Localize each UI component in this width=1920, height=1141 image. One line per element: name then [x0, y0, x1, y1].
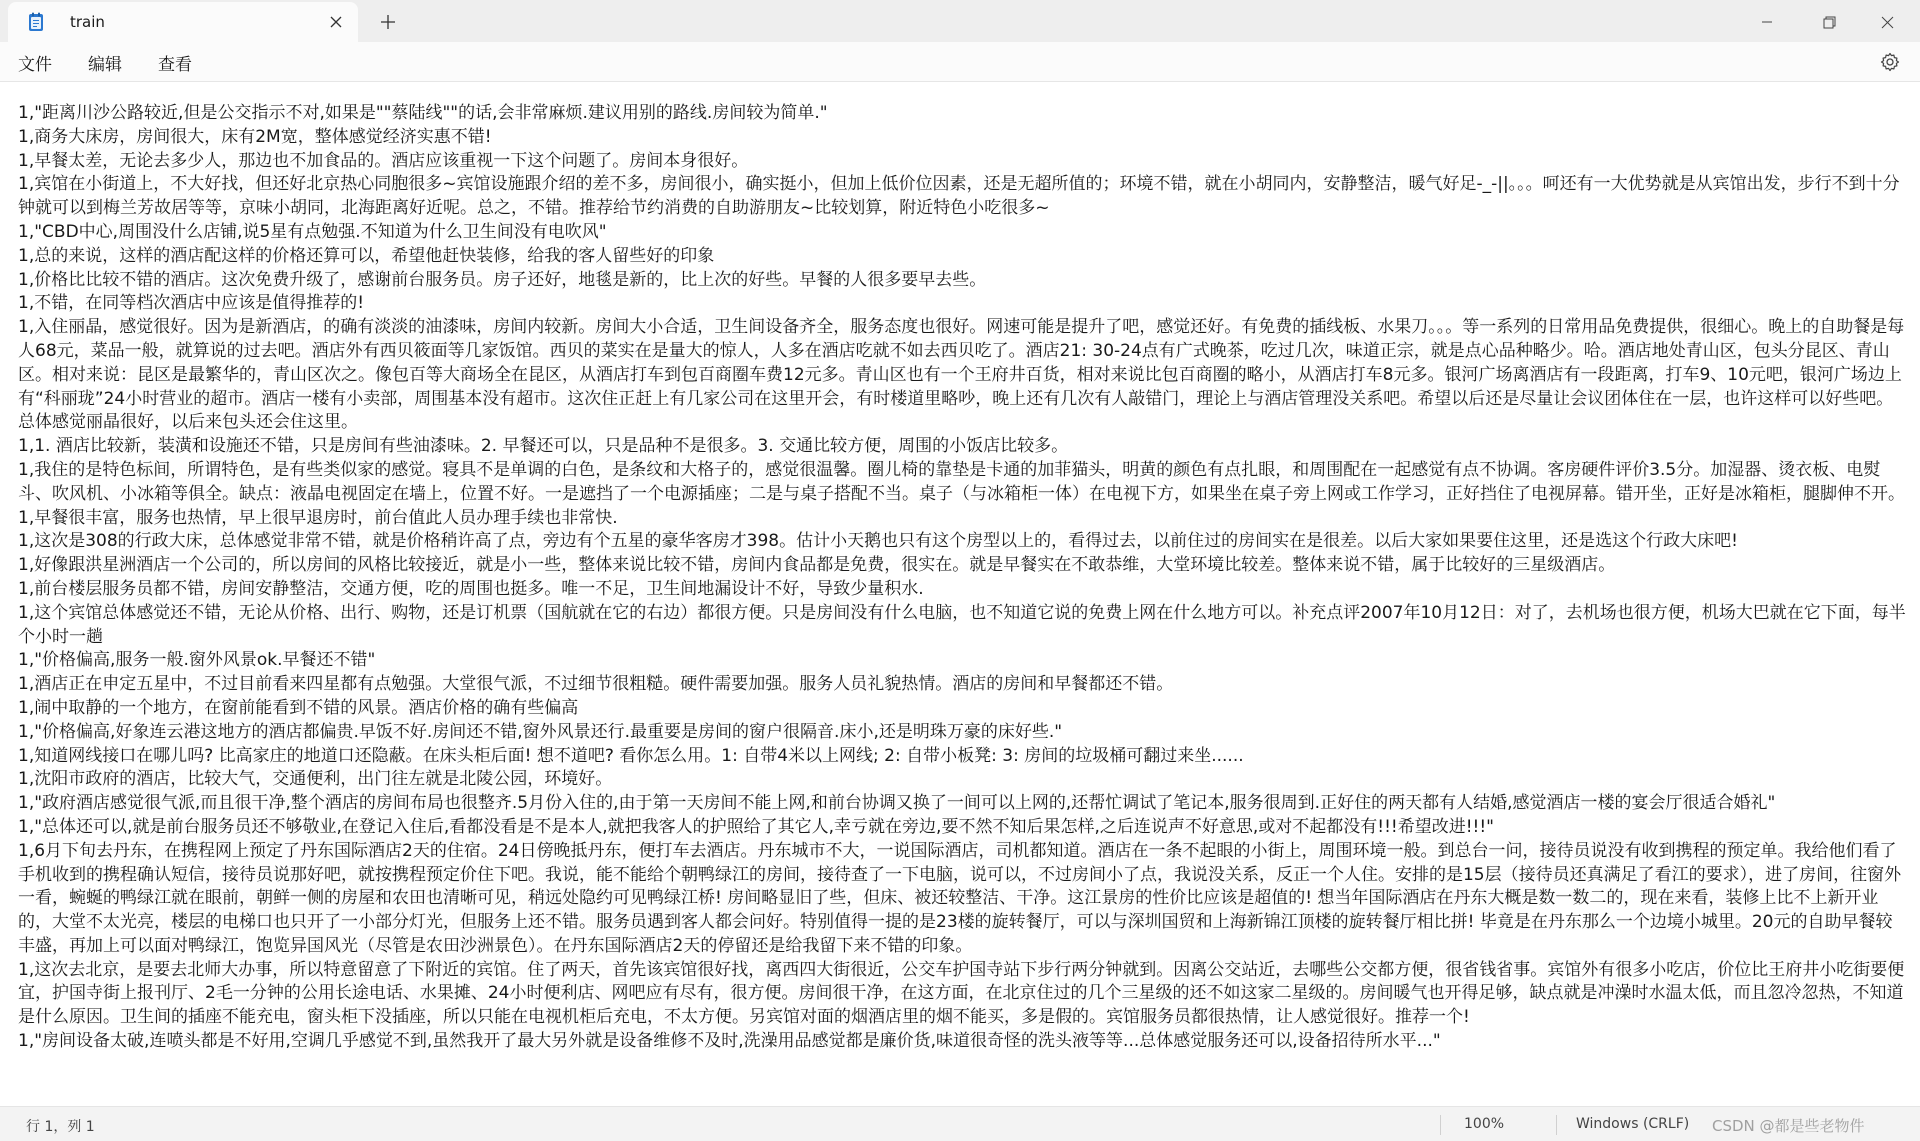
status-bar [0, 1106, 1920, 1141]
gear-icon[interactable] [1878, 50, 1902, 74]
text-line[interactable]: 1,这次是308的行政大床，总体感觉非常不错，就是价格稍许高了点，旁边有个五星的豪华客房才398。估计小天鹅也只有这个房型以上的，看得过去，以前住过的房间实在是很差。以后大家如果要住这里，还是选这个行政大床吧! [18, 531, 1738, 552]
menu-file[interactable]: 文件 [18, 55, 52, 75]
text-line[interactable]: 1,好像跟洪星洲酒店一个公司的，所以房间的风格比较接近，就是小一些，整体来说比较不错，房间内食品都是免费，很实在。就是早餐实在不敢恭维，大堂环境比较差。整体来说不错，属于比较好的三星级酒店。 [18, 555, 1616, 576]
text-line[interactable]: 1,入住丽晶，感觉很好。因为是新酒店，的确有淡淡的油漆味，房间内较新。房间大小合适，卫生间设备齐全，服务态度也很好。网速可能是提升了吧，感觉还好。有免费的插线板、水果刀。。。等一系列的日常用品免费提供，很细心。晚上的自助餐是每人68元，菜品一般，就算说的过去吧。酒店外有西贝筱面等几家饭馆。西贝的菜实在是量大的惊人，人多在酒店吃就不如去西贝吃了。酒店21: 30-24点有广式晚茶，吃过几次，味道正宗，就是点心品种略少。哈。酒店地处青山区，包头分昆区、青山区。相对来说：昆区是最繁华的，青山区次之。像包百等大商场全在昆区，从酒店打车到包百商圈车费12元多。青山区也有一个王府井百货，相对来说比包百商圈的略小，从酒店打车8元多。银河广场离酒店有一段距离，打车9、10元吧，银河广场边上有“科丽珑”24小时营业的超市。酒店一楼有小卖部，周围基本没有超市。这次住正赶上有几家公司在这里开会，有时楼道里略吵，晚上还有几次有人敲错门，理论上与酒店管理没关系吧。希望以后还是尽量让会议团体住在一层，也许这样可以好些吧。总体感觉丽晶很好，以后来包头还会住这里。 [18, 317, 1905, 433]
zoom-level: 100% [1464, 1116, 1505, 1132]
text-line[interactable]: 1,"距离川沙公路较近,但是公交指示不对,如果是""蔡陆线""的话,会非常麻烦.建议用别的路线.房间较为简单." [18, 103, 828, 123]
text-line[interactable]: 1,这次去北京，是要去北师大办事，所以特意留意了下附近的宾馆。住了两天，首先该宾馆很好找，离西四大街很近，公交车护国寺站下步行两分钟就到。因离公交站近，去哪些公交都方便，很省钱省事。宾馆外有很多小吃店，价位比王府井小吃街要便宜，护国寺街上报刊厅、2毛一分钟的公用长途电话、水果摊、24小时便利店、网吧应有尽有，很方便。房间很干净，在这方面，在北京住过的几个三星级的还不如这家二星级的。房间暖气也开得足够，缺点就是冲澡时水温太低，而且忽冷忽热，不知道是什么原因。卫生间的插座不能充电，窗头柜下没插座，所以只能在电视机柜后充电，不太方便。另宾馆对面的烟酒店里的烟不能买，多是假的。宾馆服务员都很热情，让人感觉很好。推荐一个! [18, 959, 1905, 1028]
text-line[interactable]: 1,前台楼层服务员都不错，房间安静整洁，交通方便，吃的周围也挺多。唯一不足，卫生间地漏设计不好，导致少量积水. [18, 578, 924, 599]
minimize-icon[interactable] [1744, 6, 1790, 38]
tab-title: train [70, 13, 105, 31]
watermark: CSDN @都是些老物件 [1712, 1117, 1865, 1135]
text-line[interactable]: 1,不错，在同等档次酒店中应该是值得推荐的! [18, 293, 365, 314]
text-line[interactable]: 1,知道网线接口在哪儿吗? 比高家庄的地道口还隐蔽。在床头柜后面! 想不道吧? 看你怎么用。1: 自带4米以上网线; 2: 自带小板凳: 3: 房间的垃圾桶可翻过来坐...... [18, 745, 1244, 766]
text-line[interactable]: 1,总的来说，这样的酒店配这样的价格还算可以，希望他赶快装修，给我的客人留些好的印象 [18, 245, 715, 266]
text-line[interactable]: 1,早餐太差，无论去多少人，那边也不加食品的。酒店应该重视一下这个问题了。房间本身很好。 [18, 150, 749, 171]
text-line[interactable]: 1,这个宾馆总体感觉还不错，无论从价格、出行、购物，还是订机票（国航就在它的右边）都很方便。只是房间没有什么电脑，也不知道它说的免费上网在什么地方可以。补充点评2007年10月12日：对了，去机场也很方便，机场大巴就在它下面，每半个小时一趟 [18, 602, 1906, 647]
notepad-icon [28, 12, 44, 32]
menu-bar [0, 42, 1920, 82]
status-divider [1440, 1115, 1441, 1135]
text-line[interactable]: 1,商务大床房，房间很大，床有2M宽，整体感觉经济实惠不错! [18, 126, 492, 147]
menu-edit[interactable]: 编辑 [88, 55, 122, 75]
text-line[interactable]: 1,我住的是特色标间，所谓特色，是有些类似家的感觉。寝具不是单调的白色，是条纹和大格子的，感觉很温馨。圈儿椅的靠垫是卡通的加菲猫头，明黄的颜色有点扎眼，和周围配在一起感觉有点不协调。客房硬件评价3.5分。加湿器、烫衣板、电熨斗、吹风机、小冰箱等俱全。缺点：液晶电视固定在墙上，位置不好。一是遮挡了一个电源插座；二是与桌子搭配不当。桌子（与冰箱柜一体）在电视下方，如果坐在桌子旁上网或工作学习，正好挡住了电视屏幕。错开坐，正好是冰箱柜，腿脚伸不开。 [18, 459, 1905, 504]
text-line[interactable]: 1,闹中取静的一个地方，在窗前能看到不错的风景。酒店价格的确有些偏高 [18, 697, 579, 718]
text-line[interactable]: 1,"政府酒店感觉很气派,而且很干净,整个酒店的房间布局也很整齐.5月份入住的,由于第一天房间不能上网,和前台协调又换了一间可以上网的,还帮忙调试了笔记本,服务很周到.正好住的两天都有人结婚,感觉酒店一楼的宴会厅很适合婚礼" [18, 793, 1776, 814]
text-line[interactable]: 1,"总体还可以,就是前台服务员还不够敬业,在登记入住后,看都没看是不是本人,就把我客人的护照给了其它人,幸亏就在旁边,要不然不知后果怎样,之后连说声不好意思,或对不起都没有!!!希望改进!!!" [18, 816, 1494, 837]
text-line[interactable]: 1,酒店正在申定五星中，不过目前看来四星都有点勉强。大堂很气派，不过细节很粗糙。硬件需要加强。服务人员礼貌热情。酒店的房间和早餐都还不错。 [18, 674, 1174, 695]
title-bar [0, 0, 1920, 42]
plus-icon[interactable] [378, 12, 398, 32]
close-window-icon[interactable] [1864, 6, 1910, 38]
text-line[interactable]: 1,1. 酒店比较新，装潢和设施还不错，只是房间有些油漆味。2. 早餐还可以，只是品种不是很多。3. 交通比较方便，周围的小饭店比较多。 [18, 436, 1069, 457]
cursor-position: 行 1，列 1 [26, 1119, 95, 1135]
text-line[interactable]: 1,"价格偏高,好象连云港这地方的酒店都偏贵.早饭不好.房间还不错,窗外风景还行.最重要是房间的窗户很隔音.床小,还是明珠万豪的床好些." [18, 721, 1063, 742]
editor-content[interactable] [18, 102, 1906, 1054]
tab-train[interactable] [8, 2, 358, 42]
restore-icon[interactable] [1806, 6, 1852, 38]
text-line[interactable]: 1,"价格偏高,服务一般.窗外风景ok.早餐还不错" [18, 650, 376, 671]
text-editor[interactable] [0, 82, 1920, 1082]
menu-view[interactable]: 查看 [158, 55, 192, 75]
status-divider [1556, 1115, 1557, 1135]
text-line[interactable]: 1,"CBD中心,周围没什么店铺,说5星有点勉强.不知道为什么卫生间没有电吹风" [18, 221, 607, 242]
text-line[interactable]: 1,早餐很丰富，服务也热情，早上很早退房时，前台值此人员办理手续也非常快. [18, 507, 618, 528]
text-line[interactable]: 1,宾馆在小街道上，不大好找，但还好北京热心同胞很多~宾馆设施跟介绍的差不多，房间很小，确实挺小，但加上低价位因素，还是无超所值的；环境不错，就在小胡同内，安静整洁，暖气好足-_-||。。。呵还有一大优势就是从宾馆出发，步行不到十分钟就可以到梅兰芳故居等等，京味小胡同，北海距离好近呢。总之，不错。推荐给节约消费的自助游朋友~比较划算，附近特色小吃很多~ [18, 174, 1900, 219]
text-line[interactable]: 1,"房间设备太破,连喷头都是不好用,空调几乎感觉不到,虽然我开了最大另外就是设备维修不及时,洗澡用品感觉都是廉价货,味道很奇怪的洗头液等等...总体感觉服务还可以,设备招待所水平..." [18, 1031, 1441, 1052]
line-ending: Windows (CRLF) [1576, 1116, 1690, 1132]
text-line[interactable]: 1,6月下旬去丹东，在携程网上预定了丹东国际酒店2天的住宿。24日傍晚抵丹东，便打车去酒店。丹东城市不大，一说国际酒店，司机都知道。酒店在一条不起眼的小街上，周围环境一般。到总台一问，接待员说没有收到携程的预定单。我给他们看了手机收到的携程确认短信，接待员说那好吧，就按携程预定价住下吧。我说，能不能给个朝鸭绿江的房间，接待查了一下电脑，说可以，不过房间小了点，我说没关系，反正一个人住。安排的是15层（接待员还真满足了看江的要求），进了房间，往窗外一看，蜿蜒的鸭绿江就在眼前，朝鲜一侧的房屋和农田也清晰可见，稍远处隐约可见鸭绿江桥! 房间略显旧了些，但床、被还较整洁、干净。这江景房的性价比应该是超值的! 想当年国际酒店在丹东大概是数一数二的，现在来看，装修上比不上新开业的，大堂不太光亮，楼层的电梯口也只开了一小部分灯光，但服务上还不错。服务员遇到客人都会问好。特别值得一提的是23楼的旋转餐厅，可以与深圳国贸和上海新锦江顶楼的旋转餐厅相比拼! 毕竟是在丹东那么一个边境小城里。20元的自助早餐较丰盛，再加上可以面对鸭绿江，饱览异国风光（尽管是农田沙洲景色）。在丹东国际酒店2天的停留还是给我留下来不错的印象。 [18, 840, 1902, 956]
text-line[interactable]: 1,价格比比较不错的酒店。这次免费升级了，感谢前台服务员。房子还好，地毯是新的，比上次的好些。早餐的人很多要早去些。 [18, 269, 987, 290]
text-line[interactable]: 1,沈阳市政府的酒店，比较大气，交通便利，出门往左就是北陵公园，环境好。 [18, 769, 613, 790]
close-icon[interactable] [326, 12, 346, 32]
